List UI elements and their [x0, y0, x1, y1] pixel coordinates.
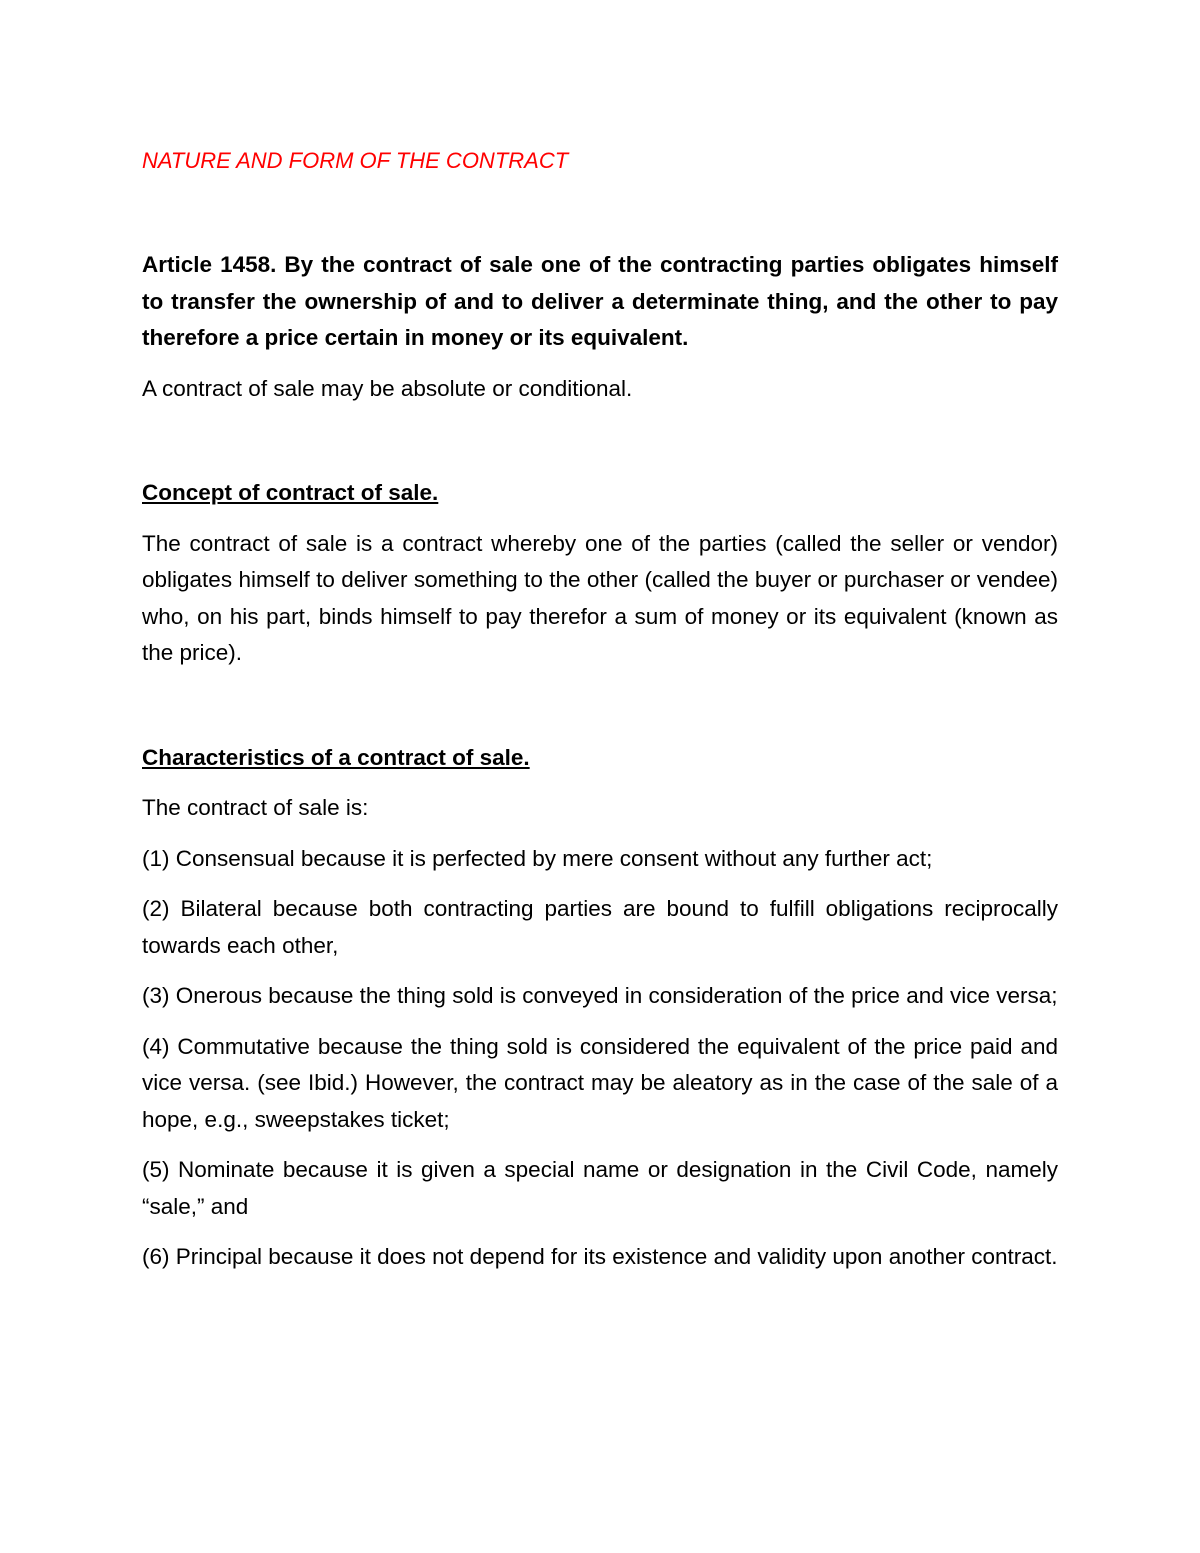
characteristic-item-1: (1) Consensual because it is perfected by mere consent without any further act; [142, 845, 933, 871]
document-page [142, 143, 1058, 1276]
article-1458-text: Article 1458. By the contract of sale one of the contracting parties obligates himself to transfer the ownership of and to deliver a determinate thing, and the other to pay therefore a price certain in money or its equivalent. [142, 252, 1058, 350]
characteristic-item-5: (5) Nominate because it is given a special name or designation in the Civil Code, namely “sale,” and [142, 1157, 1058, 1219]
concept-heading: Concept of contract of sale. [142, 480, 439, 505]
characteristic-item-6: (6) Principal because it does not depend for its existence and validity upon another contract. [142, 1244, 1058, 1269]
characteristic-item-3: (3) Onerous because the thing sold is conveyed in consideration of the price and vice versa; [142, 983, 1058, 1008]
document-title: NATURE AND FORM OF THE CONTRACT [142, 148, 569, 173]
characteristic-item-2: (2) Bilateral because both contracting parties are bound to fulfill obligations reciprocally towards each other, [142, 896, 1058, 958]
characteristics-heading: Characteristics of a contract of sale. [142, 744, 530, 770]
article-followup-text: A contract of sale may be absolute or conditional. [142, 375, 633, 401]
concept-text: The contract of sale is a contract whereby one of the parties (called the seller or vendor) obligates himself to deliver something to the other (called the buyer or purchaser or vendee) who, on his part, binds himself to pay therefor a sum of money or its equivalent (known as the price). [142, 530, 1058, 665]
characteristics-intro: The contract of sale is: [142, 795, 369, 820]
characteristic-item-4: (4) Commutative because the thing sold is considered the equivalent of the price paid and vice versa. (see Ibid.) However, the contract may be aleatory as in the case of the sale of a hope, e.g., sweepstakes ticket; [142, 1033, 1058, 1132]
